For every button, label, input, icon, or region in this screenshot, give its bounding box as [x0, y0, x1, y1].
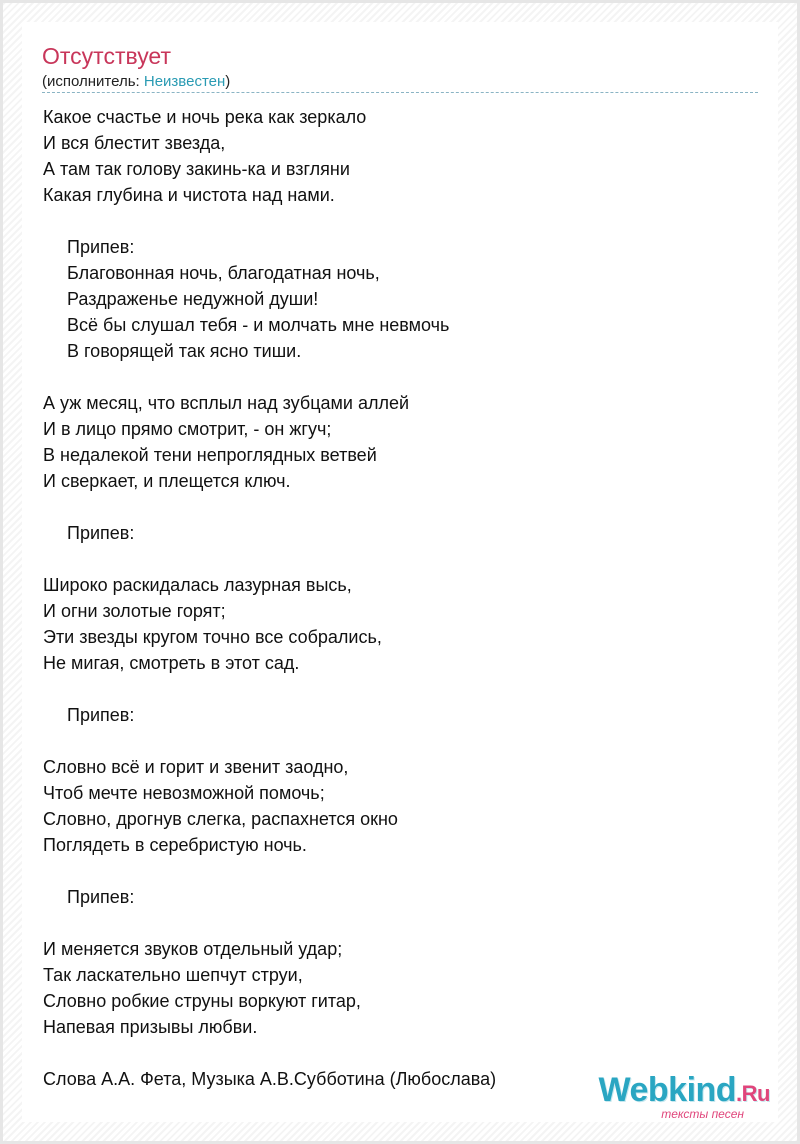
- lyrics-line: Поглядеть в серебристую ночь.: [43, 835, 307, 855]
- lyrics-blank-line: [43, 494, 743, 520]
- lyrics-blank-line: [43, 858, 743, 884]
- artist-suffix: ): [225, 73, 231, 90]
- logo-tagline: тексты песен: [661, 1107, 744, 1121]
- lyrics-line: Припев:: [67, 237, 135, 257]
- lyrics-line: Раздраженье недужной души!: [67, 289, 319, 309]
- lyrics-line: А уж месяц, что всплыл над зубцами аллей: [43, 393, 410, 413]
- lyrics-line: Всё бы слушал тебя - и молчать мне невмочь: [67, 315, 450, 335]
- lyrics-blank-line: [43, 546, 743, 572]
- lyrics-line: И сверкает, и плещется ключ.: [43, 471, 291, 491]
- lyrics-line: Напевая призывы любви.: [43, 1017, 258, 1037]
- logo-main-text: Webkind: [598, 1071, 737, 1109]
- lyrics-line: Чтоб мечте невозможной помочь;: [43, 783, 325, 803]
- lyrics-line: И в лицо прямо смотрит, - он жгуч;: [43, 419, 332, 439]
- lyrics-blank-line: [43, 910, 743, 936]
- lyrics-line: И вся блестит звезда,: [43, 133, 226, 153]
- lyrics-line: И меняется звуков отдельный удар;: [43, 939, 343, 959]
- lyrics-blank-line: [43, 728, 743, 754]
- lyrics-line: В недалекой тени непроглядных ветвей: [43, 445, 377, 465]
- lyrics-line: Не мигая, смотреть в этот сад.: [43, 653, 300, 673]
- lyrics-line: Какое счастье и ночь река как зеркало: [43, 107, 367, 127]
- lyrics-blank-line: [43, 1040, 743, 1066]
- logo-wordmark: [570, 1072, 770, 1112]
- artist-line: [42, 72, 758, 92]
- lyrics-line: Так ласкательно шепчут струи,: [43, 965, 303, 985]
- lyrics-line: Словно всё и горит и звенит заодно,: [43, 757, 349, 777]
- lyrics-line: Словно, дрогнув слегка, распахнется окно: [43, 809, 398, 829]
- lyrics-line: Словно робкие струны воркуют гитар,: [43, 991, 361, 1011]
- lyrics-line: Припев:: [67, 705, 135, 725]
- lyrics-line: И огни золотые горят;: [43, 601, 226, 621]
- lyrics-line: Какая глубина и чистота над нами.: [43, 185, 335, 205]
- lyrics-line: Эти звезды кругом точно все собрались,: [43, 627, 382, 647]
- song-header: [42, 42, 758, 92]
- lyrics-line: В говорящей так ясно тиши.: [67, 341, 302, 361]
- lyrics-line: Широко раскидалась лазурная высь,: [43, 575, 352, 595]
- lyrics-blank-line: [43, 208, 743, 234]
- artist-prefix: (исполнитель:: [42, 73, 144, 90]
- header-divider: [42, 92, 758, 93]
- lyrics-line: А там так голову закинь-ка и взгляни: [43, 159, 350, 179]
- artist-link[interactable]: Неизвестен: [143, 73, 226, 90]
- lyrics-line: Припев:: [67, 523, 135, 543]
- lyrics-body: [43, 104, 743, 1092]
- song-title: Отсутствует: [42, 43, 171, 69]
- lyrics-line: Слова А.А. Фета, Музыка А.В.Субботина (Любослава): [43, 1069, 497, 1089]
- logo-suffix-text: .Ru: [736, 1081, 770, 1106]
- lyrics-blank-line: [43, 676, 743, 702]
- lyrics-line: Припев:: [67, 887, 135, 907]
- lyrics-blank-line: [43, 364, 743, 390]
- lyrics-line: Благовонная ночь, благодатная ночь,: [67, 263, 380, 283]
- site-logo[interactable]: [570, 1072, 770, 1122]
